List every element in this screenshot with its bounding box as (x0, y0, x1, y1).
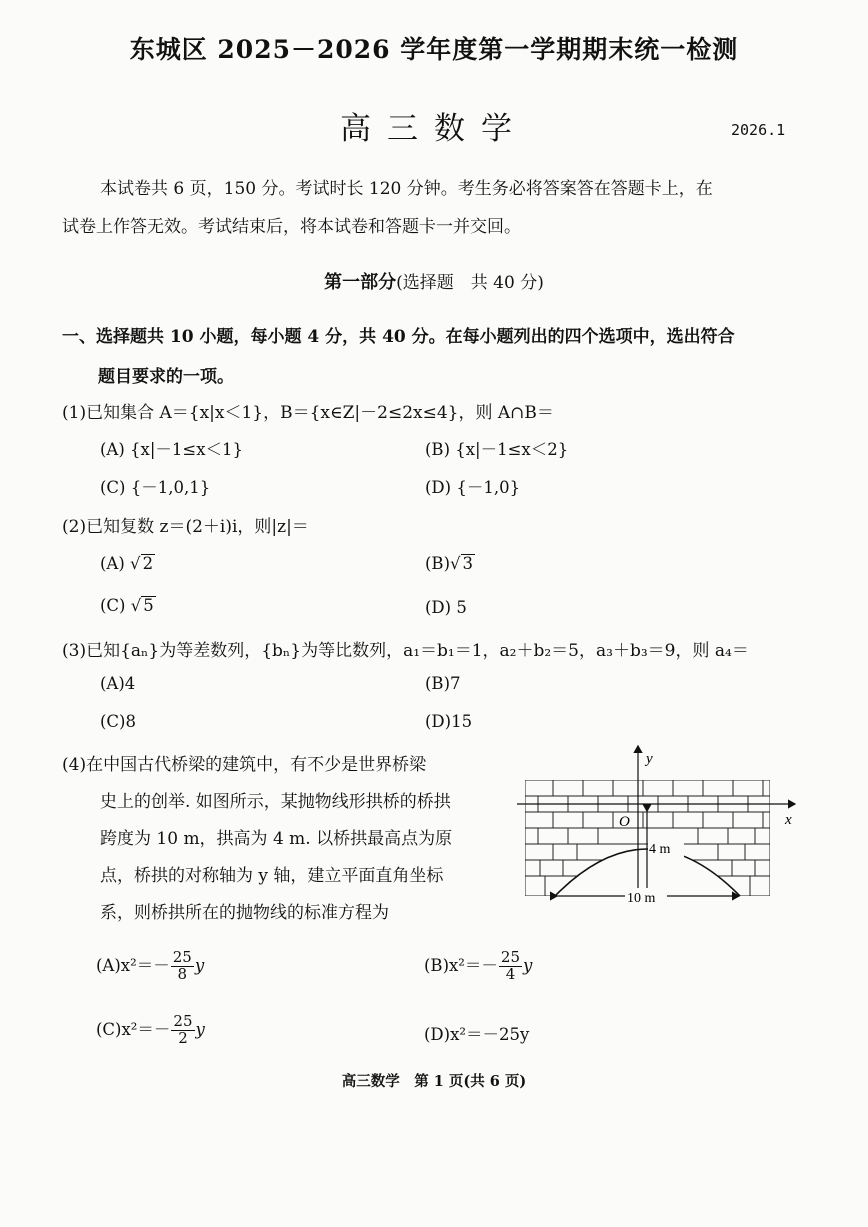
q3-option-b: (B)7 (425, 674, 461, 693)
q3-option-c: (C)8 (100, 712, 136, 731)
exam-date: 2026.1 (731, 121, 786, 139)
q4-option-b (424, 950, 532, 983)
q4-option-b-label: (B)x²＝－ (424, 955, 498, 975)
q4-option-d: (D)x²＝－25y (424, 1025, 530, 1044)
q1-set-b: B＝{x∈Z|－2≤2x≤4} (280, 403, 459, 423)
q2-option-b-label: (B) (425, 554, 450, 573)
q4-option-a-denominator: 8 (177, 964, 188, 983)
q4-option-b-denominator: 4 (505, 964, 516, 983)
q4-option-b-variable: y (523, 955, 533, 975)
q2-option-a: (A) √ 2 (100, 554, 154, 573)
q4-option-a-label: (A)x²＝－ (96, 955, 170, 975)
q1-option-b: (B) {x|－1≤x＜2} (425, 440, 569, 459)
q4-option-b-fraction (499, 950, 522, 983)
section-instructions-2: 题目要求的一项。 (98, 367, 234, 387)
x-axis-label: x (785, 812, 792, 828)
height-label: 4 m (649, 842, 671, 857)
q3-option-d: (D)15 (425, 712, 473, 731)
question-3-stem: (3)已知{aₙ}为等差数列，{bₙ}为等比数列，a₁＝b₁＝1，a₂＋b₂＝5，a₃＋b₃＝9，则 a₄＝ (62, 641, 749, 661)
q2-option-b: (B)√ 3 (425, 554, 474, 573)
page-footer: 高三数学 第 1 页(共 6 页) (341, 1073, 527, 1090)
subject-title: 高三数学 (340, 111, 528, 147)
q1-stem-post: ，则 A∩B＝ (458, 403, 554, 423)
q1-stem-pre: (1)已知集合 (62, 403, 160, 423)
q4-option-c-variable: y (195, 1019, 205, 1039)
q4-option-c-numerator: 25 (173, 1012, 193, 1030)
q1-option-c: (C) {－1,0,1} (100, 478, 211, 497)
q1-stem-mid: ， (263, 403, 281, 423)
question-4-line-3: 跨度为 10 m，拱高为 4 m. 以桥拱最高点为原 (100, 829, 453, 849)
q4-option-a-numerator: 25 (172, 948, 192, 966)
q1-set-a: A＝{x|x＜1} (159, 403, 264, 423)
q4-option-b-numerator: 25 (500, 948, 521, 966)
q4-option-c-denominator: 2 (178, 1028, 188, 1047)
intro-line-2: 试卷上作答无效。考试结束后，将本试卷和答题卡一并交回。 (62, 217, 521, 237)
question-4-line-4: 点，桥拱的对称轴为 y 轴，建立平面直角坐标 (100, 866, 444, 886)
q2-option-c: (C) √ 5 (100, 596, 154, 615)
span-label: 10 m (627, 891, 656, 906)
part-title: 第一部分 (324, 272, 397, 293)
q2-option-a-radicand: 2 (142, 554, 154, 573)
part-heading (0, 268, 868, 294)
section-instructions-1: 一、选择题共 10 小题，每小题 4 分，共 40 分。在每小题列出的四个选项中，选出符合 (62, 327, 735, 347)
q4-option-c-fraction (171, 1014, 194, 1047)
q4-option-a (96, 950, 204, 983)
origin-label: O (619, 814, 630, 830)
q4-option-a-variable: y (194, 955, 205, 975)
arch-bridge-figure (515, 742, 805, 912)
q3-option-a: (A)4 (100, 674, 136, 693)
q2-option-d: (D) 5 (425, 598, 467, 617)
q1-option-a: (A) {x|－1≤x＜1} (100, 440, 244, 459)
intro-line-1: 本试卷共 6 页，150 分。考试时长 120 分钟。考生务必将答案答在答题卡上，在 (100, 179, 713, 199)
q1-option-d: (D) {－1,0} (425, 478, 521, 497)
q2-option-c-radicand: 5 (143, 596, 154, 615)
q4-option-a-fraction (171, 950, 194, 983)
question-4-line-1: (4)在中国古代桥梁的建筑中，有不少是世界桥梁 (62, 755, 427, 775)
q2-option-b-radicand: 3 (462, 554, 474, 573)
exam-title: 东城区 2025－2026 学年度第一学期期末统一检测 (129, 35, 739, 64)
q4-option-c (96, 1014, 205, 1047)
q4-option-c-label: (C)x²＝－ (96, 1019, 171, 1039)
part-note: (选择题 共 40 分) (396, 273, 544, 293)
question-4-line-5: 系，则桥拱所在的抛物线的标准方程为 (100, 903, 389, 923)
question-2-stem: (2)已知复数 z＝(2＋i)i，则|z|＝ (62, 517, 309, 537)
y-axis-label: y (646, 751, 653, 767)
question-4-line-2: 史上的创举. 如图所示，某抛物线形拱桥的桥拱 (100, 792, 451, 812)
q2-option-a-label: (A) (100, 554, 131, 573)
q2-option-c-label: (C) (100, 596, 131, 615)
question-1-stem (62, 398, 554, 423)
